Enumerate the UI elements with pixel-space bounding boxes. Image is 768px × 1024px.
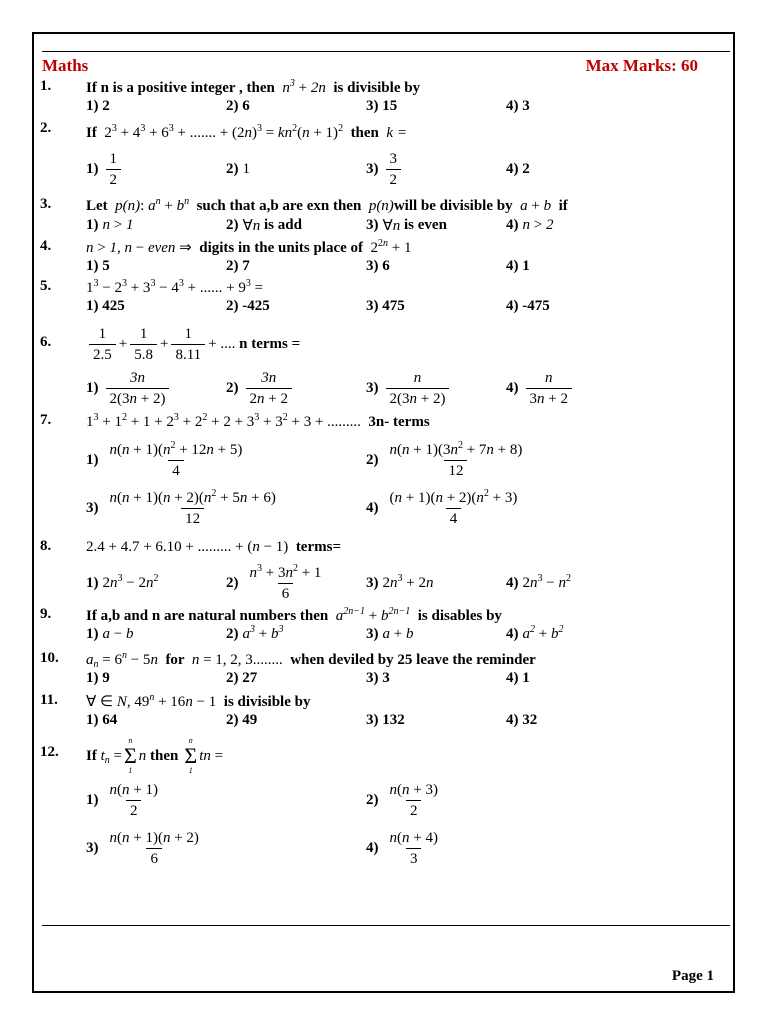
option-2[interactable]: 2) $\frac{n(n + 3)}{2}$ [366, 781, 438, 819]
question-4 [40, 238, 720, 278]
option-3[interactable]: 3) 3 [366, 670, 390, 686]
question-stem: If $2^3 + 4^3 + 6^3$ + ....... + $(2n)^3 = kn^2(n + 1)^2$ then k = [86, 123, 407, 141]
option-3[interactable]: 3) $\frac{n(n + 1)(n + 2)}{6}$ [86, 829, 199, 867]
question-number: 8. [40, 538, 52, 554]
options [86, 824, 720, 872]
option-4[interactable]: 4) $a^2 + b^2$ [506, 624, 564, 642]
option-1[interactable]: 1) $\frac{1}{2}$ [86, 150, 226, 189]
question-number: 11. [40, 692, 58, 708]
math-expression: $2^3 + 4^3 + 6^3$ + ....... + $(2n)^3 = kn^2(n + 1)^2$ [100, 123, 344, 141]
option-2[interactable]: 2) $\frac{n^3 + 3n^2 + 1}{6}$ [226, 562, 322, 602]
question-number: 7. [40, 412, 52, 428]
question-stem: $a_n = 6^n - 5n$ for n = 1, 2, 3........ when deviled by 25 leave the reminder [86, 650, 536, 670]
option-3[interactable]: 3) 15 [366, 98, 398, 114]
options [86, 776, 720, 824]
question-list [40, 78, 720, 876]
option-1[interactable]: 1) 9 [86, 670, 110, 686]
option-2[interactable]: 2) $\frac{n(n + 1)(3n^2 + 7n + 8)}{12}$ [366, 439, 523, 479]
question-2 [40, 120, 720, 196]
math-expression: $n^3 + 2n$ [278, 78, 330, 96]
option-1[interactable]: 1) $\frac{3n}{2(3n + 2)}$ [86, 369, 226, 408]
option-1[interactable]: 1) $\frac{n(n + 1)}{2}$ [86, 781, 158, 819]
question-1 [40, 78, 720, 120]
max-marks: Max Marks: 60 [585, 56, 698, 75]
question-8 [40, 534, 720, 606]
option-3[interactable]: 3) 6 [366, 258, 390, 274]
question-stem: $1^3 - 2^3 + 3^3 - 4^3$ + ...... + $9^3$ = [86, 278, 264, 296]
question-stem: If a,b and n are natural numbers then $a^{2n-1} + b^{2n-1}$ is disables by [86, 606, 502, 624]
question-10 [40, 650, 720, 692]
option-1[interactable]: 1) 425 [86, 298, 125, 314]
options [86, 560, 720, 606]
top-rule [42, 51, 730, 52]
option-4[interactable]: 4) $\frac{n(n + 4)}{3}$ [366, 829, 438, 867]
options [86, 146, 720, 192]
option-3[interactable]: 3) $2n^3 + 2n$ [366, 572, 434, 591]
option-2[interactable]: 2) ∀n is add [226, 217, 302, 234]
options [86, 258, 720, 275]
question-number: 5. [40, 278, 52, 294]
options [86, 626, 720, 643]
question-number: 12. [40, 744, 59, 760]
question-9 [40, 606, 720, 650]
option-2[interactable]: 2) -425 [226, 298, 270, 314]
options [86, 712, 720, 729]
option-4[interactable]: 4) $\frac{(n + 1)(n + 2)(n^2 + 3)}{4}$ [366, 487, 518, 527]
question-11 [40, 692, 720, 736]
option-3[interactable]: 3) $\frac{n(n + 1)(n + 2)(n^2 + 5n + 6)}{12}$ [86, 487, 276, 527]
options [86, 98, 720, 115]
subject-title: Maths [42, 56, 89, 75]
question-12 [40, 736, 720, 876]
options [86, 670, 720, 687]
bottom-rule [42, 925, 730, 926]
option-4[interactable]: 4) 3 [506, 98, 530, 114]
question-6 [40, 322, 720, 412]
question-5 [40, 278, 720, 322]
question-stem: 2.4 + 4.7 + 6.10 + ......... + (n − 1) terms= [86, 539, 342, 555]
options [86, 216, 720, 235]
option-2[interactable]: 2) $a^3 + b^3$ [226, 624, 284, 642]
option-3[interactable]: 3) ∀n is even [366, 217, 447, 234]
question-stem: $1^3 + 1^2 + 1 + 2^3 + 2^2 + 2 + 3^3 + 3^2 + 3$ + ......... 3n- terms [86, 412, 430, 430]
option-1[interactable]: 1) $2n^3 - 2n^2$ [86, 572, 159, 591]
option-2[interactable]: 2) 49 [226, 712, 258, 728]
question-stem: Let p(n): $a^n + b^n$ such that a,b are exn then p(n)will be divisible by a + b if [86, 196, 568, 214]
option-1[interactable]: 1) 5 [86, 258, 110, 274]
option-1[interactable]: 1) n > 1 [86, 217, 134, 233]
option-1[interactable]: 1) 2 [86, 98, 110, 114]
question-7 [40, 412, 720, 534]
question-number: 3. [40, 196, 52, 212]
question-stem: n > 1, n − even ⇒ digits in the units place of $2^{2n} + 1$ [86, 238, 412, 256]
options [86, 298, 720, 315]
question-stem: ∀ ∈ N, 49$^n$ + 16n − 1 is divisible by [86, 692, 311, 710]
option-4[interactable]: 4) n > 2 [506, 217, 554, 233]
option-3[interactable]: 3) $\frac{n}{2(3n + 2)}$ [366, 369, 506, 408]
option-1[interactable]: 1) 64 [86, 712, 118, 728]
question-number: 4. [40, 238, 52, 254]
header [42, 56, 698, 78]
option-1[interactable]: 1) $\frac{n(n + 1)(n^2 + 12n + 5)}{4}$ [86, 439, 243, 479]
option-4[interactable]: 4) 1 [506, 258, 530, 274]
option-3[interactable]: 3) 475 [366, 298, 405, 314]
question-stem: $\frac{1}{2.5}$ + $\frac{1}{5.8}$ + $\frac{1}{8.11}$ + .... n terms = [86, 322, 720, 366]
option-4[interactable]: 4) 1 [506, 670, 530, 686]
option-3[interactable]: 3) $\frac{3}{2}$ [366, 150, 506, 189]
question-number: 2. [40, 120, 52, 136]
options [86, 484, 720, 532]
question-number: 6. [40, 334, 52, 350]
option-4[interactable]: 4) 2 [506, 160, 530, 177]
options [86, 366, 720, 410]
option-4[interactable]: 4) 32 [506, 712, 538, 728]
option-3[interactable]: 3) 132 [366, 712, 405, 728]
question-3 [40, 196, 720, 238]
option-2[interactable]: 2) 27 [226, 670, 258, 686]
question-stem: If n is a positive integer , then $n^3 + 2n$ is divisible by [86, 78, 421, 96]
option-2[interactable]: 2) 1 [226, 160, 250, 177]
options [86, 436, 720, 484]
question-stem: If $t_n$ = n Σ 1 n then n Σ 1 tn = [86, 736, 224, 775]
page-number: Page 1 [671, 968, 714, 984]
option-2[interactable]: 2) 6 [226, 98, 250, 114]
option-2[interactable]: 2) 7 [226, 258, 250, 274]
option-3[interactable]: 3) a + b [366, 626, 414, 642]
option-4[interactable]: 4) $2n^3 - n^2$ [506, 572, 571, 591]
question-number: 10. [40, 650, 59, 666]
option-1[interactable]: 1) a − b [86, 626, 134, 642]
option-2[interactable]: 2) $\frac{3n}{2n + 2}$ [226, 369, 366, 408]
question-number: 9. [40, 606, 52, 622]
option-4[interactable]: 4) -475 [506, 298, 550, 314]
question-number: 1. [40, 78, 52, 94]
option-4[interactable]: 4) $\frac{n}{3n + 2}$ [506, 369, 626, 408]
